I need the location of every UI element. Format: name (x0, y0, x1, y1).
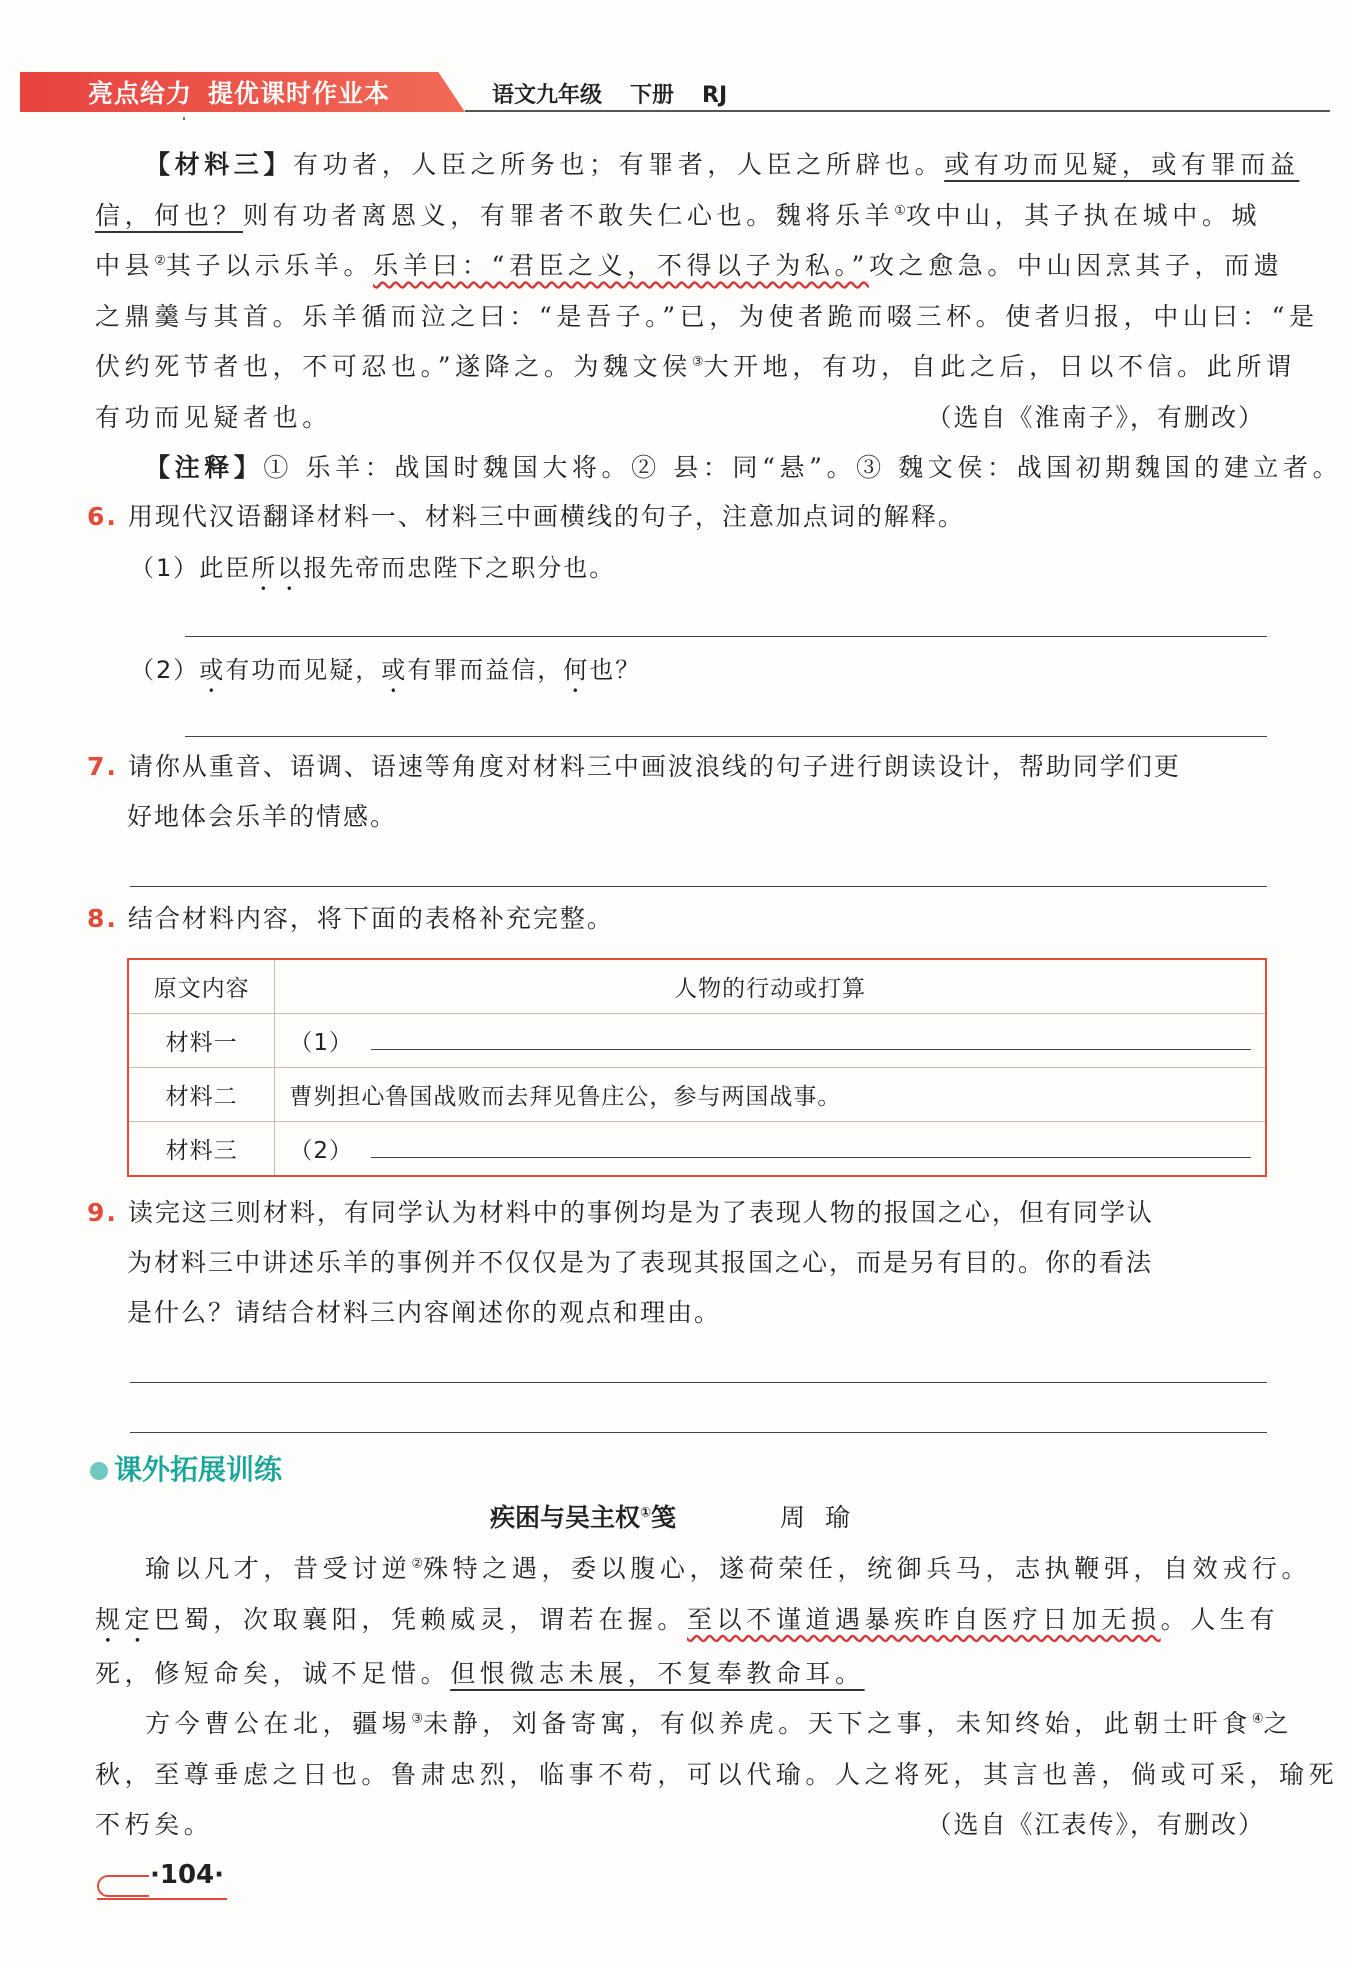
text-segment: 笺 (651, 1503, 677, 1532)
notes-text: ① 乐羊：战国时魏国大将。② 县：同“悬”。③ 魏文侯：战国初期魏国的建立者。 (263, 453, 1343, 482)
answer-line[interactable] (130, 1432, 1267, 1433)
dotted-word: 定 (124, 1604, 155, 1634)
material-label: 【材料三】 (145, 150, 294, 179)
question-number: 9. (87, 1198, 118, 1227)
page-header (20, 68, 1330, 118)
question-text: 为材料三中讲述乐羊的事例并不仅仅是为了表现其报国之心，而是另有目的。你的看法 (127, 1248, 1154, 1277)
text-segment: 。人生有 (1160, 1604, 1280, 1634)
fill-table (127, 958, 1267, 1177)
volume-label: 下册 (630, 83, 675, 108)
q6-sub-2 (130, 650, 641, 698)
text-segment: 有罪而益信， (407, 656, 564, 684)
text-segment: 大开地，有功，自此之后，日以不信。此所谓 (703, 352, 1296, 381)
text-line (95, 1544, 1312, 1595)
page-number-underline (97, 1898, 227, 1900)
answer-blank[interactable] (371, 1137, 1251, 1158)
material-line (95, 393, 1265, 444)
question-6 (87, 492, 1267, 542)
page-number: ·104· (150, 1860, 225, 1890)
footnote-marker: ③ (691, 354, 704, 370)
question-number: 7. (87, 752, 118, 781)
notes-label: 【注释】 (145, 453, 264, 482)
material-line (95, 241, 1284, 292)
question-9 (87, 1188, 1267, 1338)
text-segment: 中县 (95, 251, 155, 280)
dotted-word: 或 (381, 656, 408, 684)
source-citation: （选自《淮南子》，有删改） (926, 402, 1265, 432)
q6-sub-1 (130, 548, 615, 596)
answer-line[interactable] (130, 886, 1267, 887)
table-cell: 材料三 (128, 1122, 275, 1177)
dotted-word: 或 (199, 656, 226, 684)
text-segment: 也？ (589, 656, 642, 684)
section-label: 课外拓展训练 (114, 1453, 283, 1486)
text-segment: 巴蜀，次取襄阳，凭赖威灵，谓若在握。 (154, 1604, 688, 1634)
page-number-decoration (97, 1875, 149, 1897)
table-row (128, 1014, 1266, 1068)
underlined-sentence: 但恨微志未展，不复奉教命耳。 (450, 1658, 865, 1688)
answer-blank[interactable] (371, 1029, 1251, 1050)
source-citation: （选自《江表传》，有删改） (926, 1810, 1265, 1839)
text-segment: 则有功者离恩义，有罪者不敢失仁心也。魏将乐羊 (243, 200, 895, 230)
text-segment: 未静，刘备寄寓，有似养虎。天下之事，未知终始，此朝士旰食 (423, 1709, 1252, 1738)
material-line: 之鼎羹与其首。乐羊循而泣之曰：“是吾子。”已，为使者跪而啜三杯。使者归报，中山曰：“是 (95, 301, 1319, 331)
text-line: 秋，至尊垂虑之日也。鲁肃忠烈，临事不苟，可以代瑜。人之将死，其言也善，倘或可采，瑜死 (95, 1759, 1339, 1789)
table-header: 人物的行动或打算 (275, 959, 1266, 1014)
answer-line[interactable] (185, 736, 1267, 737)
table-cell[interactable] (275, 1014, 1266, 1068)
header-brand (88, 74, 406, 110)
answer-line[interactable] (185, 636, 1267, 637)
question-text: 请你从重音、语调、语速等角度对材料三中画波浪线的句子进行朗读设计，帮助同学们更 (127, 752, 1181, 781)
question-number: 8. (87, 904, 118, 933)
text-segment: 殊特之遇，委以腹心，遂荷荣任，统御兵马，志执鞭弭，自效戎行。 (423, 1554, 1312, 1583)
question-8 (87, 894, 1267, 944)
material-line (95, 140, 1300, 191)
notes-line (95, 443, 1343, 494)
text-segment: 攻之愈急。中山因烹其子，而遗 (868, 251, 1284, 280)
underlined-sentence: 或有功而见疑，或有罪而益 (944, 150, 1300, 179)
underlined-sentence: 信，何也？ (95, 200, 244, 230)
text-segment: （2） (130, 656, 200, 684)
footnote-marker: ③ (411, 1711, 424, 1727)
footnote-marker: ① (640, 1505, 652, 1521)
question-text: 是什么？请结合材料三内容阐述你的观点和理由。 (127, 1298, 722, 1327)
material-line (95, 342, 1296, 393)
dotted-word: 何 (563, 656, 590, 684)
article-title (490, 1498, 676, 1534)
text-line (95, 1649, 1265, 1700)
text-segment: 死，修短命矣，诚不足惜。 (95, 1658, 451, 1688)
text-segment: （1）此臣 (130, 554, 252, 582)
wavy-sentence: 至以不谨道遇暴疾昨自医疗日加无损 (687, 1604, 1161, 1634)
footnote-marker: ② (411, 1556, 424, 1572)
answer-line[interactable] (130, 1382, 1267, 1383)
table-cell: 材料一 (128, 1014, 275, 1068)
extension-text (95, 1544, 1339, 1851)
text-segment: 方今曹公在北，疆埸 (145, 1709, 412, 1738)
table-cell: 曹刿担心鲁国战败而去拜见鲁庄公，参与两国战事。 (275, 1068, 1266, 1122)
text-segment: 之 (1263, 1709, 1294, 1738)
dotted-word: 所以 (251, 554, 304, 582)
question-text: 读完这三则材料，有同学认为材料中的事例均是为了表现人物的报国之心，但有同学认 (127, 1198, 1154, 1227)
table-header-row (128, 959, 1266, 1014)
table-row (128, 1068, 1266, 1122)
text-segment: 有功者，人臣之所务也；有罪者，人臣之所辟也。 (293, 150, 945, 179)
blank-label: （1） (289, 1030, 353, 1056)
question-text: 好地体会乐羊的情感。 (127, 802, 398, 831)
text-line (95, 1595, 1280, 1649)
text-segment: 瑜以凡才，昔受讨逆 (145, 1554, 412, 1583)
header-subject (492, 78, 755, 109)
header-rule (465, 110, 1330, 112)
question-text: 结合材料内容，将下面的表格补充完整。 (127, 904, 614, 933)
text-segment: 伏约死节者也，不可忍也。”遂降之。为魏文侯 (95, 352, 692, 381)
dotted-word: 规 (95, 1604, 125, 1634)
table-cell[interactable] (275, 1122, 1266, 1177)
table-cell: 材料二 (128, 1068, 275, 1122)
text-segment: 攻中山，其子执在城中。城 (905, 200, 1262, 230)
table-header: 原文内容 (128, 959, 275, 1014)
text-line (95, 1699, 1294, 1750)
question-text: 用现代汉语翻译材料一、材料三中画横线的句子，注意加点词的解释。 (127, 502, 965, 531)
subject-label: 语文九年级 (492, 83, 603, 108)
text-segment: 其子以示乐羊。 (165, 251, 374, 280)
table-row (128, 1122, 1266, 1177)
margin-tick (183, 117, 185, 120)
brand-series: 提优课时作业本 (208, 79, 391, 108)
section-dot-icon (90, 1462, 108, 1480)
footnote-marker: ② (154, 253, 166, 269)
text-segment: 有功而见疑， (225, 656, 382, 684)
text-segment: 不朽矣。 (95, 1810, 214, 1839)
material-line (95, 191, 1265, 242)
material-three (95, 140, 1343, 494)
edition-label: RJ (702, 83, 728, 108)
question-number: 6. (87, 502, 118, 531)
footnote-marker: ④ (1251, 1711, 1264, 1727)
footnote-marker: ① (894, 203, 906, 219)
section-title (90, 1448, 282, 1488)
question-7 (87, 742, 1267, 842)
text-segment: 疾困与吴主权 (490, 1503, 641, 1532)
wavy-sentence: 乐羊曰：“君臣之义，不得以子为私。” (373, 251, 869, 280)
text-line (95, 1800, 1265, 1851)
text-segment: 有功而见疑者也。 (95, 402, 332, 432)
brand-name: 亮点给力 (88, 79, 193, 108)
article-author: 周瑜 (780, 1503, 871, 1532)
blank-label: （2） (289, 1138, 353, 1164)
text-segment: 报先帝而忠陛下之职分也。 (303, 554, 616, 582)
